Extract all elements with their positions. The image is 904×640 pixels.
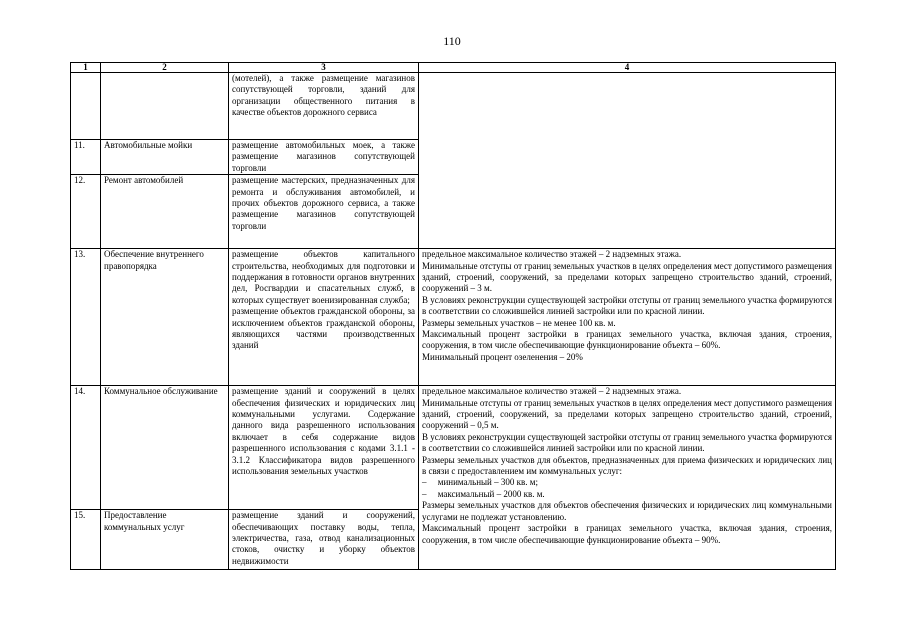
- use-type-description: размещение зданий и сооружений в целях обеспечения физических и юридических лиц коммунальными услугами. Содержание данного вида разрешенного использования включает в себя содержание видов разрешенного использования с кодами 3.1.1 - 3.1.2 Классификатора видов разрешенного использования земельных участков: [229, 386, 419, 510]
- parameter-line: предельное максимальное количество этажей – 2 надземных этажа.: [422, 386, 682, 397]
- parameter-line: Максимальный процент застройки в границах земельного участка, включая здания, строения, сооружения, в том числе обеспечивающие функционирование объекта – 90%.: [422, 523, 832, 545]
- use-type-name: Коммунальное обслуживание: [101, 386, 229, 510]
- use-type-name: [101, 73, 229, 140]
- parameter-line: В условиях реконструкции существующей застройки отступы от границ земельного участка формируются в соответствии со сложившейся линией застройки или по красной линии.: [422, 294, 832, 317]
- column-header: 3: [229, 63, 419, 73]
- parameters-cell: [419, 249, 836, 386]
- use-type-name: Предоставление коммунальных услуг: [101, 510, 229, 570]
- parameters-cell: [419, 386, 836, 570]
- use-type-name: Обеспечение внутреннего правопорядка: [101, 249, 229, 386]
- table-row: [71, 386, 836, 510]
- parameter-line: Размеры земельных участков для объектов, предназначенных для приема физических и юридических лиц в связи с предоставлением им коммунальных услуг:: [422, 454, 832, 477]
- parameter-line: В условиях реконструкции существующей застройки отступы от границ земельного участка формируются в соответствии со сложившейся линией застройки или по красной линии.: [422, 431, 832, 454]
- parameter-line: Размеры земельных участков для объектов обеспечения физических и юридических лиц коммунальными услугами не подлежат установлению.: [422, 500, 832, 522]
- parameter-line: Минимальные отступы от границ земельных участков в целях определения мест допустимого размещения зданий, строений, сооружений, за пределами которых запрещено строительство зданий, строений, сооружений – 3 м.: [422, 260, 832, 294]
- row-number: 13.: [71, 249, 101, 386]
- parameter-line: Максимальный процент застройки в границах земельного участка, включая здания, строения, сооружения, в том числе обеспечивающие функционирование объекта – 60%.: [422, 329, 832, 351]
- row-number: 14.: [71, 386, 101, 510]
- use-type-description: размещение зданий и сооружений, обеспечивающих поставку воды, тепла, электричества, газа, отвод канализационных стоков, очистку и уборку объектов недвижимости: [229, 510, 419, 570]
- row-number: [71, 73, 101, 140]
- parameter-line: Минимальный процент озеленения – 20%: [422, 351, 583, 362]
- parameter-line: предельное максимальное количество этажей – 2 надземных этажа.: [422, 249, 682, 260]
- parameter-list-item: – максимальный – 2000 кв. м.: [422, 488, 545, 499]
- column-header: 2: [101, 63, 229, 73]
- table-row: [71, 249, 836, 386]
- parameter-list-item: – минимальный – 300 кв. м;: [422, 477, 538, 488]
- column-header: 1: [71, 63, 101, 73]
- row-number: 12.: [71, 175, 101, 249]
- use-type-description: размещение мастерских, предназначенных для ремонта и обслуживания автомобилей, и прочих объектов дорожного сервиса, а также размещение магазинов сопутствующей торговли: [229, 175, 419, 249]
- use-type-description: (мотелей), а также размещение магазинов сопутствующей торговли, зданий для организации общественного питания в качестве объектов дорожного сервиса: [229, 73, 419, 140]
- use-type-name: Автомобильные мойки: [101, 140, 229, 175]
- parameter-line: Минимальные отступы от границ земельных участков в целях определения мест допустимого размещения зданий, строений, сооружений, за пределами которых запрещено строительство зданий, строений, сооружений – 0,5 м.: [422, 397, 832, 431]
- use-type-description: размещение автомобильных моек, а также размещение магазинов сопутствующей торговли: [229, 140, 419, 175]
- use-type-name: Ремонт автомобилей: [101, 175, 229, 249]
- use-type-description: размещение объектов капитального строительства, необходимых для подготовки и поддержания в готовности органов внутренних дел, Росгвардии и спасательных служб, в которых существует военизированная служба; размещение объектов гражданской обороны, за исключением объектов гражданской обороны, являющихся частями производственных зданий: [229, 249, 419, 386]
- row-number: 11.: [71, 140, 101, 175]
- table-row: [71, 73, 836, 140]
- zoning-table: [70, 62, 836, 570]
- column-header: 4: [419, 63, 836, 73]
- row-number: 15.: [71, 510, 101, 570]
- parameters-cell-empty: [419, 73, 836, 249]
- table-header-row: [71, 63, 836, 73]
- page-number: 110: [443, 34, 461, 48]
- parameter-line: Размеры земельных участков – не менее 100 кв. м.: [422, 317, 616, 328]
